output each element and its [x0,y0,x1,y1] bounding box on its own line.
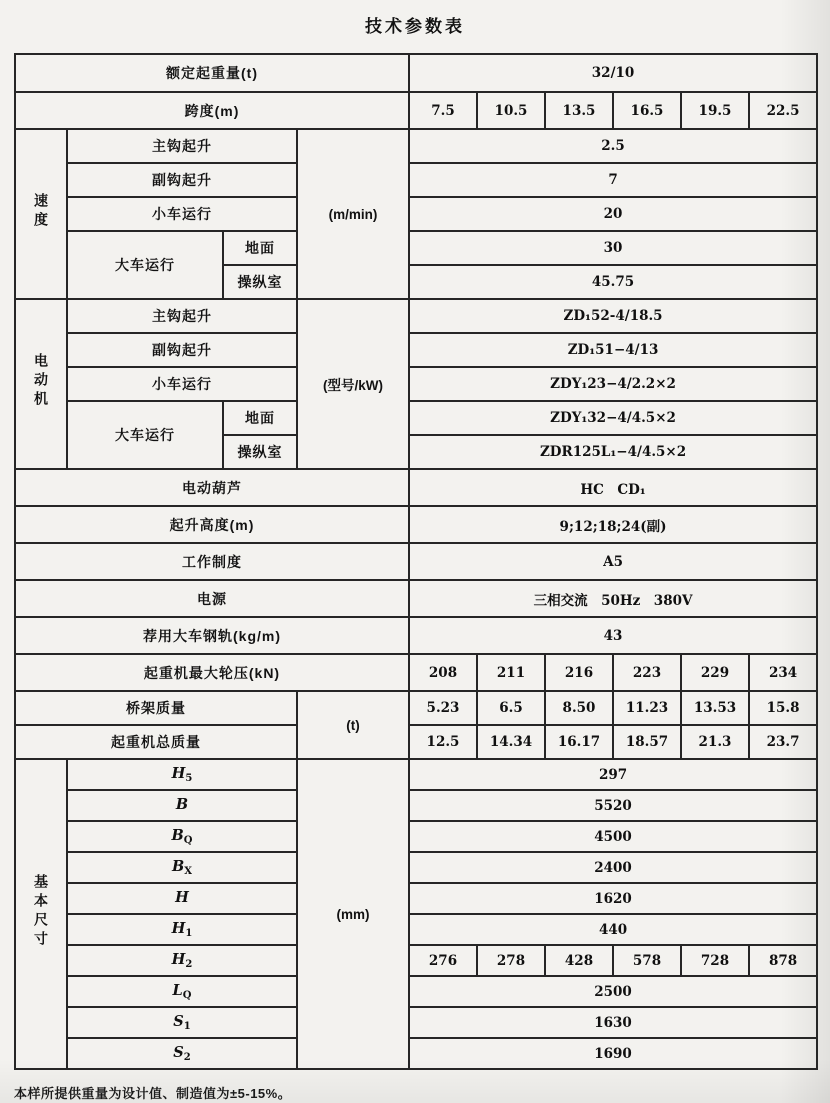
table-row [15,231,817,265]
dimension-b-label: B [67,790,297,821]
table-row [15,759,817,790]
dimensions-unit: (mm) [297,759,409,1069]
table-row [15,617,817,654]
span-value: 19.5 [681,92,749,129]
span-value: 10.5 [477,92,545,129]
table-row [15,163,817,197]
span-label: 跨度(m) [15,92,409,129]
power-supply-value: 三相交流 50Hz 380V [409,580,817,617]
dimension-h2-value: 276 [409,945,477,976]
motor-main-hoist-value: ZD₁52-4/18.5 [409,299,817,333]
speed-trolley-value: 20 [409,197,817,231]
total-mass-value: 16.17 [545,725,613,759]
dimension-lq-label: $L_Q$ [67,976,297,1007]
bridge-mass-label: 桥架质量 [15,691,297,725]
dimension-h1-value: 440 [409,914,817,945]
table-row [15,299,817,333]
motor-cab-label: 操纵室 [223,435,297,469]
total-mass-value: 23.7 [749,725,817,759]
dimension-h2-label: $H_2$ [67,945,297,976]
table-row [15,54,817,92]
speed-cab-label: 操纵室 [223,265,297,299]
dimension-h-label: H [67,883,297,914]
table-row [15,401,817,435]
table-row [15,691,817,725]
max-wheel-load-value: 234 [749,654,817,691]
max-wheel-load-value: 216 [545,654,613,691]
motor-trolley-value: ZDY₁23−4/2.2×2 [409,367,817,401]
table-row [15,580,817,617]
dimension-h2-value: 878 [749,945,817,976]
table-row [15,883,817,914]
motor-crane-travel-label: 大车运行 [67,401,223,469]
lifting-height-value: 9;12;18;24(副) [409,506,817,543]
table-row [15,1038,817,1069]
speed-ground-value: 30 [409,231,817,265]
table-row [15,469,817,506]
dimension-h5-label: $H_5$ [67,759,297,790]
page-title: 技术参数表 [365,17,465,36]
speed-ground-label: 地面 [223,231,297,265]
speed-trolley-label: 小车运行 [67,197,297,231]
motor-trolley-label: 小车运行 [67,367,297,401]
dimension-h2-value: 728 [681,945,749,976]
dimension-h-value: 1620 [409,883,817,914]
dimension-s2-value: 1690 [409,1038,817,1069]
dimension-s2-label: $S_2$ [67,1038,297,1069]
dimensions-group-label: 基本尺寸 [15,759,67,1069]
lifting-height-label: 起升高度(m) [15,506,409,543]
rated-capacity-label: 额定起重量(t) [15,54,409,92]
table-row [15,914,817,945]
max-wheel-load-value: 229 [681,654,749,691]
table-row [15,367,817,401]
bridge-mass-value: 11.23 [613,691,681,725]
motor-aux-hoist-label: 副钩起升 [67,333,297,367]
speed-group-label: 速度 [15,129,67,299]
motor-unit: (型号/kW) [297,299,409,469]
speed-aux-hoist-label: 副钩起升 [67,163,297,197]
technical-parameters-table [14,53,818,1070]
dimension-bq-value: 4500 [409,821,817,852]
span-value: 16.5 [613,92,681,129]
dimension-h1-label: $H_1$ [67,914,297,945]
bridge-mass-value: 15.8 [749,691,817,725]
table-row [15,976,817,1007]
total-mass-label: 起重机总质量 [15,725,297,759]
duty-class-value: A5 [409,543,817,580]
speed-unit: (m/min) [297,129,409,299]
total-mass-value: 14.34 [477,725,545,759]
table-row [15,197,817,231]
total-mass-value: 12.5 [409,725,477,759]
power-supply-label: 电源 [15,580,409,617]
speed-cab-value: 45.75 [409,265,817,299]
max-wheel-load-value: 223 [613,654,681,691]
speed-crane-travel-label: 大车运行 [67,231,223,299]
rail-value: 43 [409,617,817,654]
max-wheel-load-value: 208 [409,654,477,691]
total-mass-value: 21.3 [681,725,749,759]
table-row [15,654,817,691]
motor-main-hoist-label: 主钩起升 [67,299,297,333]
electric-hoist-value: HC CD₁ [409,469,817,506]
dimension-bq-label: $B_Q$ [67,821,297,852]
electric-hoist-label: 电动葫芦 [15,469,409,506]
dimension-lq-value: 2500 [409,976,817,1007]
table-row [15,1007,817,1038]
bridge-mass-value: 6.5 [477,691,545,725]
speed-main-hoist-value: 2.5 [409,129,817,163]
dimension-bx-value: 2400 [409,852,817,883]
table-row [15,852,817,883]
dimension-bx-label: $B_X$ [67,852,297,883]
dimension-s1-label: $S_1$ [67,1007,297,1038]
table-row [15,506,817,543]
table-row [15,92,817,129]
span-value: 22.5 [749,92,817,129]
rated-capacity-value: 32/10 [409,54,817,92]
motor-ground-label: 地面 [223,401,297,435]
max-wheel-load-label: 起重机最大轮压(kN) [15,654,409,691]
table-row [15,821,817,852]
dimension-b-value: 5520 [409,790,817,821]
span-value: 13.5 [545,92,613,129]
dimension-h2-value: 278 [477,945,545,976]
motor-cab-value: ZDR125L₁−4/4.5×2 [409,435,817,469]
span-value: 7.5 [409,92,477,129]
motor-group-label: 电动机 [15,299,67,469]
mass-unit: (t) [297,691,409,759]
table-row [15,129,817,163]
bridge-mass-value: 13.53 [681,691,749,725]
speed-main-hoist-label: 主钩起升 [67,129,297,163]
footer-note: 本样所提供重量为设计值、制造值为±5-15%。 [14,1086,292,1101]
speed-aux-hoist-value: 7 [409,163,817,197]
bridge-mass-value: 8.50 [545,691,613,725]
table-row [15,725,817,759]
max-wheel-load-value: 211 [477,654,545,691]
total-mass-value: 18.57 [613,725,681,759]
duty-class-label: 工作制度 [15,543,409,580]
dimension-h5-value: 297 [409,759,817,790]
bridge-mass-value: 5.23 [409,691,477,725]
rail-label: 荐用大车钢轨(kg/m) [15,617,409,654]
motor-aux-hoist-value: ZD₁51−4/13 [409,333,817,367]
table-row [15,543,817,580]
dimension-s1-value: 1630 [409,1007,817,1038]
table-row [15,790,817,821]
table-row [15,945,817,976]
dimension-h2-value: 428 [545,945,613,976]
table-row [15,333,817,367]
dimension-h2-value: 578 [613,945,681,976]
motor-ground-value: ZDY₁32−4/4.5×2 [409,401,817,435]
